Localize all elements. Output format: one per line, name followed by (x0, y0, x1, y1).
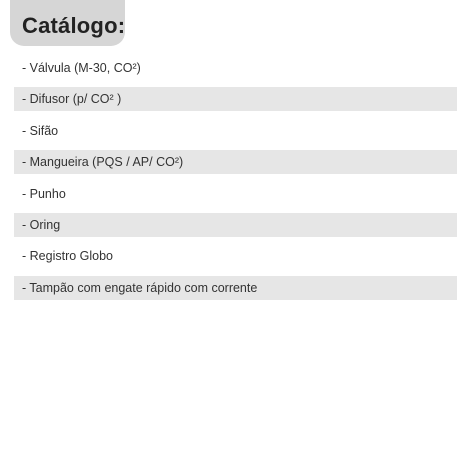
list-item-label: - Difusor (p/ CO² ) (22, 92, 122, 107)
list-item (14, 56, 457, 80)
catalog-title-tab (10, 0, 125, 46)
list-item-label: - Registro Globo (22, 249, 114, 264)
list-item-label: - Punho (22, 186, 66, 201)
list-item-label: - Sifão (22, 123, 59, 138)
list-item (14, 150, 457, 174)
catalog-list (14, 56, 457, 307)
list-item (14, 276, 457, 300)
list-item (14, 244, 457, 268)
list-item-label: - Mangueira (PQS / AP/ CO²) (22, 155, 184, 170)
list-item (14, 87, 457, 111)
list-item (14, 213, 457, 237)
list-item (14, 182, 457, 206)
list-item-label: - Válvula (M-30, CO²) (22, 61, 141, 75)
page-title: Catálogo: (22, 13, 126, 38)
list-item-label: - Tampão com engate rápido com corrente (22, 280, 258, 295)
list-item-label: - Oring (22, 217, 61, 232)
list-item (14, 119, 457, 143)
